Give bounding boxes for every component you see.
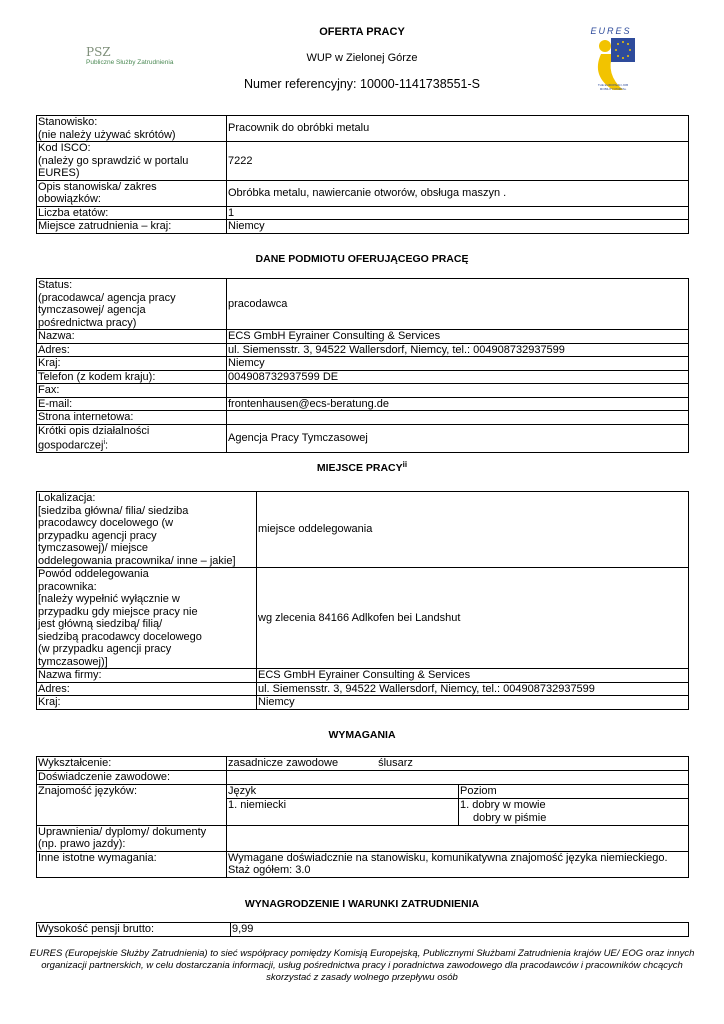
requirements-table xyxy=(36,756,689,878)
table-row xyxy=(37,696,689,710)
table-row xyxy=(37,682,689,696)
employer-address-label: Adres: xyxy=(37,343,227,357)
employment-country-label: Miejsce zatrudnienia – kraj: xyxy=(37,220,227,234)
location-value: miejsce oddelegowania xyxy=(257,492,689,568)
document-title: OFERTA PRACY xyxy=(319,26,405,38)
reference-number: Numer referencyjny: 10000-1141738551-S xyxy=(243,77,481,91)
phone-value: 004908732937599 DE xyxy=(227,370,689,384)
eures-logo-sub2: MOBILITY PORTAL xyxy=(599,87,627,91)
footer-note: EURES (Europejskie Służby Zatrudnienia) to sieć współpracy pomiędzy Komisją Europejską, Publicznymi Służbami Zatrudnienia krajów UE/ EOG oraz innych organizacji partnerskich, w celu dostarczania informacji, usług pośrednictwa pracy i poradnictwa zawodowego dla pracodawców i pracowników chcących skorzystać z zasady wolnego przepływu osób xyxy=(29,948,695,983)
workplace-country-value: Niemcy xyxy=(257,696,689,710)
office-name: WUP w Zielonej Górze xyxy=(306,52,418,64)
table-row xyxy=(37,492,689,568)
company-name-value: ECS GmbH Eyrainer Consulting & Services xyxy=(257,669,689,683)
position-value: Pracownik do obróbki metalu xyxy=(227,116,689,142)
table-row xyxy=(37,384,689,398)
employer-name-label: Nazwa: xyxy=(37,330,227,344)
company-name-label: Nazwa firmy: xyxy=(37,669,257,683)
languages-label: Znajomość języków: xyxy=(37,785,227,826)
table-row xyxy=(37,424,689,453)
eures-logo-sub1: THE EUROPEAN JOB xyxy=(597,83,629,87)
requirements-section-title: WYMAGANIA xyxy=(328,729,396,741)
table-row xyxy=(37,116,689,142)
education-label: Wykształcenie: xyxy=(37,757,227,771)
phone-label: Telefon (z kodem kraju): xyxy=(37,370,227,384)
position-table xyxy=(36,115,689,234)
salary-table xyxy=(36,922,689,937)
licenses-label: Uprawnienia/ dyplomy/ dokumenty (np. prawo jazdy): xyxy=(37,825,227,851)
psz-logo-text: PSZ xyxy=(86,45,111,59)
table-row xyxy=(37,825,689,851)
other-requirements-value: Wymagane doświadcznie na stanowisku, komunikatywna znajomość języka niemieckiego. Staż ogółem: 3.0 xyxy=(227,851,689,877)
table-row xyxy=(37,142,689,181)
table-row xyxy=(37,397,689,411)
table-row xyxy=(37,370,689,384)
table-row xyxy=(37,568,689,669)
email-label: E-mail: xyxy=(37,397,227,411)
psz-logo xyxy=(86,46,196,72)
workplace-country-label: Kraj: xyxy=(37,696,257,710)
table-row xyxy=(37,330,689,344)
employer-country-label: Kraj: xyxy=(37,357,227,371)
job-description-label: Opis stanowiska/ zakres obowiązków: xyxy=(37,180,227,206)
employer-section-title: DANE PODMIOTU OFERUJĄCEGO PRACĘ xyxy=(255,253,469,265)
table-row xyxy=(37,411,689,425)
table-row xyxy=(37,279,689,330)
language-name: 1. niemiecki xyxy=(227,798,459,825)
experience-value xyxy=(227,771,689,785)
table-row xyxy=(37,180,689,206)
business-description-label: Krótki opis działalności gospodarczej$^i$: xyxy=(37,424,227,453)
employer-name-value: ECS GmbH Eyrainer Consulting & Services xyxy=(227,330,689,344)
employer-address-value: ul. Siemensstr. 3, 94522 Wallersdorf, Niemcy, tel.: 004908732937599 xyxy=(227,343,689,357)
salary-value: 9,99 xyxy=(231,923,689,937)
website-value xyxy=(227,411,689,425)
table-row xyxy=(37,923,689,937)
eures-head xyxy=(599,40,611,52)
workplace-address-value: ul. Siemensstr. 3, 94522 Wallersdorf, Niemcy, tel.: 004908732937599 xyxy=(257,682,689,696)
table-row xyxy=(37,206,689,220)
delegation-reason-value: wg zlecenia 84166 Adlkofen bei Landshut xyxy=(257,568,689,669)
positions-count-value: 1 xyxy=(227,206,689,220)
delegation-reason-label: Powód oddelegowania pracownika: [należy wypełnić wyłącznie w przypadku gdy miejsce pracy nie jest główną siedzibą/ filią/ siedzibą pracodawcy docelowego (w przypadku agencji pracy tymczasowej)] xyxy=(37,568,257,669)
salary-label: Wysokość pensji brutto: xyxy=(37,923,231,937)
licenses-value xyxy=(227,825,689,851)
salary-section-title: WYNAGRODZENIE I WARUNKI ZATRUDNIENIA xyxy=(244,898,480,910)
language-column-header: Język xyxy=(227,785,459,799)
job-description-value: Obróbka metalu, nawiercanie otworów, obsługa maszyn . xyxy=(227,180,689,206)
website-label: Strona internetowa: xyxy=(37,411,227,425)
psz-logo-subtitle: Publiczne Służby Zatrudnienia xyxy=(86,59,174,66)
business-description-value: Agencja Pracy Tymczasowej xyxy=(227,424,689,453)
experience-label: Doświadczenie zawodowe: xyxy=(37,771,227,785)
eures-logo-text: EURES xyxy=(590,26,632,36)
table-row xyxy=(37,785,689,799)
table-row xyxy=(37,851,689,877)
employer-country-value: Niemcy xyxy=(227,357,689,371)
level-column-header: Poziom xyxy=(459,785,689,799)
position-label: Stanowisko: (nie należy używać skrótów) xyxy=(37,116,227,142)
language-level-writing: dobry w piśmie xyxy=(459,811,689,825)
status-value: pracodawca xyxy=(227,279,689,330)
workplace-address-label: Adres: xyxy=(37,682,257,696)
positions-count-label: Liczba etatów: xyxy=(37,206,227,220)
isco-label: Kod ISCO: (należy go sprawdzić w portalu EURES) xyxy=(37,142,227,181)
education-value: zasadnicze zawodowe ślusarz xyxy=(227,757,689,771)
workplace-section-title: MIEJSCE PRACY$^{ii}$ xyxy=(316,460,408,474)
table-row xyxy=(37,357,689,371)
location-label: Lokalizacja: [siedziba główna/ filia/ siedziba pracodawcy docelowego (w przypadku agencji pracy tymczasowej)/ miejsce oddelegowania pracownika/ inne – jakie] xyxy=(37,492,257,568)
table-row xyxy=(37,757,689,771)
eures-logo xyxy=(583,24,639,94)
table-row xyxy=(37,343,689,357)
other-requirements-label: Inne istotne wymagania: xyxy=(37,851,227,877)
fax-value xyxy=(227,384,689,398)
language-level-speaking: 1. dobry w mowie xyxy=(459,798,689,811)
table-row xyxy=(37,669,689,683)
fax-label: Fax: xyxy=(37,384,227,398)
employer-table xyxy=(36,278,689,453)
table-row xyxy=(37,220,689,234)
email-value: frontenhausen@ecs-beratung.de xyxy=(227,397,689,411)
workplace-table xyxy=(36,491,689,710)
employment-country-value: Niemcy xyxy=(227,220,689,234)
isco-value: 7222 xyxy=(227,142,689,181)
table-row xyxy=(37,771,689,785)
status-label: Status: (pracodawca/ agencja pracy tymczasowej/ agencja pośrednictwa pracy) xyxy=(37,279,227,330)
